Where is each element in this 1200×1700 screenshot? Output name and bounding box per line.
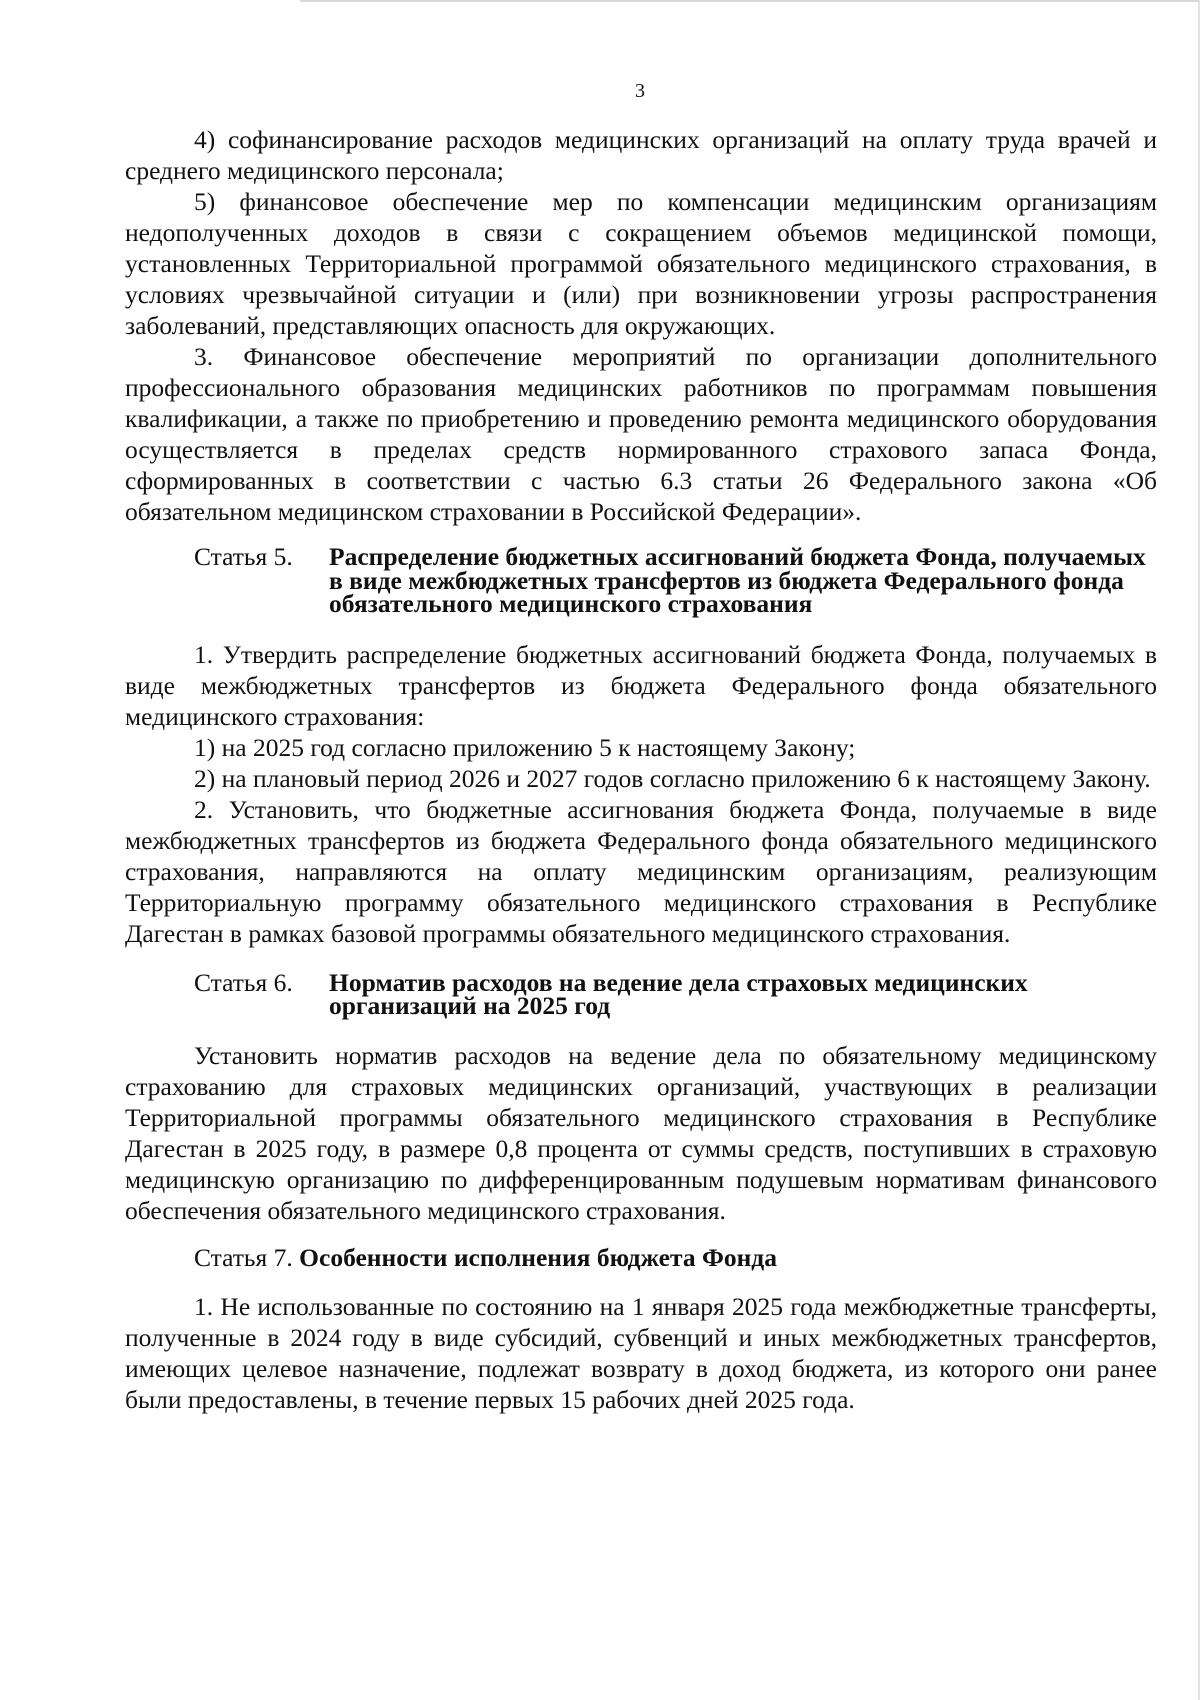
article-6-heading bbox=[194, 967, 1157, 1020]
article-5-title: Распределение бюджетных ассигнований бюджета Фонда, получаемых в виде межбюджетных трансфертов из бюджета Федерального фонда обязательного медицинского страхования bbox=[329, 542, 1146, 618]
page-number: 3 bbox=[635, 80, 645, 102]
article-5-heading bbox=[194, 542, 1157, 618]
article-6-paragraph: Установить норматив расходов на ведение дела по обязательному медицинскому страхованию для страховых медицинских организаций, участвующих в реализации Территориальной программы обязательного медицинского страхования в Республике Дагестан в 2025 году, в размере 0,8 процента от суммы средств, поступивших в страховую медицинскую организацию по дифференцированным подушевым нормативам финансового обеспечения обязательного медицинского страхования. bbox=[125, 1040, 1157, 1225]
article-6-label: Статья 6. bbox=[194, 967, 293, 997]
paragraph-item-5: 5) финансовое обеспечение мер по компенсации медицинским организациям недополученных доходов в связи с сокращением объемов медицинской помощи, установленных Территориальной программой обязательного медицинского страхования, в условиях чрезвычайной ситуации и (или) при возникновении угрозы распространения заболеваний, представляющих опасность для окружающих. bbox=[125, 187, 1157, 340]
article-5-paragraph-1: 1. Утвердить распределение бюджетных ассигнований бюджета Фонда, получаемых в виде межбюджетных трансфертов из бюджета Федерального фонда обязательного медицинского страхования: bbox=[125, 639, 1157, 731]
article-7-title: Особенности исполнения бюджета Фонда bbox=[299, 1242, 777, 1272]
scan-edge-top bbox=[300, 0, 1200, 2]
paragraph-part-3: 3. Финансовое обеспечение мероприятий по организации дополнительного профессионального образования медицинских работников по программам повышения квалификации, а также по приобретению и проведению ремонта медицинского оборудования осуществляется в пределах средств нормированного страхового запаса Фонда, сформированных в соответствии с частью 6.3 статьи 26 Федерального закона «Об обязательном медицинском страховании в Российской Федерации». bbox=[125, 342, 1157, 526]
article-7-heading bbox=[194, 1242, 1157, 1272]
article-5-item-1: 1) на 2025 год согласно приложению 5 к настоящему Закону; bbox=[194, 732, 856, 762]
article-5-item-2: 2) на плановый период 2026 и 2027 годов согласно приложению 6 к настоящему Закону. bbox=[194, 763, 1151, 793]
article-7-label: Статья 7. bbox=[194, 1242, 300, 1272]
article-5-paragraph-2: 2. Установить, что бюджетные ассигнования бюджета Фонда, получаемые в виде межбюджетных трансфертов из бюджета Федерального фонда обязательного медицинского страхования, направляются на оплату медицинским организациям, реализующим Территориальную программу обязательного медицинского страхования в Республике Дагестан в рамках базовой программы обязательного медицинского страхования. bbox=[125, 794, 1157, 948]
document-body bbox=[125, 124, 1157, 1415]
article-6-title: Норматив расходов на ведение дела страховых медицинских организаций на 2025 год bbox=[329, 967, 1028, 1020]
paragraph-item-4: 4) софинансирование расходов медицинских организаций на оплату труда врачей и среднего медицинского персонала; bbox=[125, 125, 1157, 185]
article-5-label: Статья 5. bbox=[194, 542, 293, 571]
article-7-paragraph-1: 1. Не использованные по состоянию на 1 января 2025 года межбюджетные трансферты, полученные в 2024 году в виде субсидий, субвенций и иных межбюджетных трансфертов, имеющих целевое назначение, подлежат возврату в доход бюджета, из которого они ранее были предоставлены, в течение первых 15 рабочих дней 2025 года. bbox=[125, 1292, 1157, 1414]
